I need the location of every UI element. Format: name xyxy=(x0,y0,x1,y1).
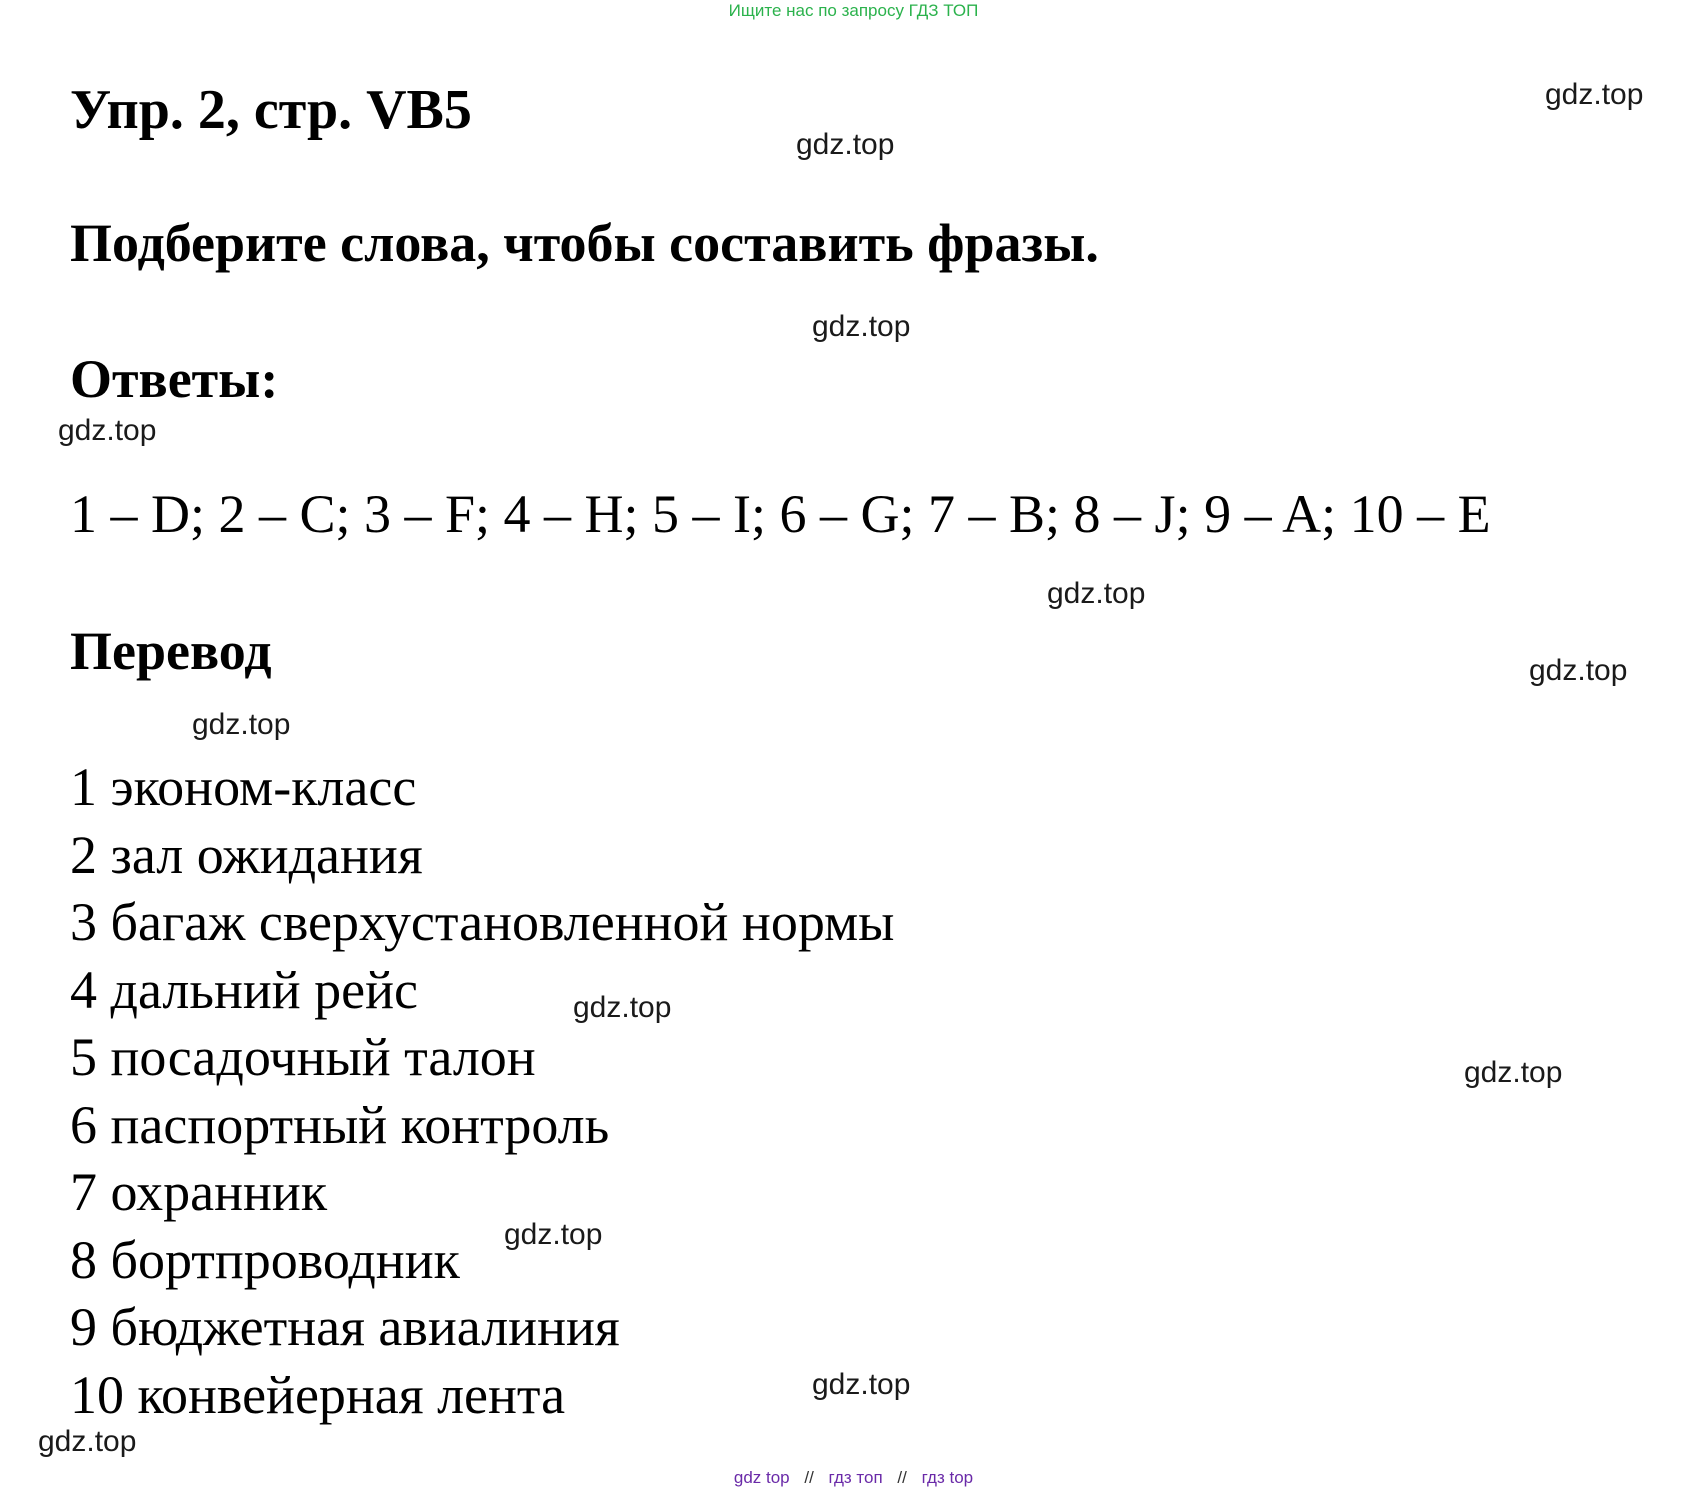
translation-item: 5 посадочный талон xyxy=(70,1027,536,1087)
watermark: gdz.top xyxy=(38,1425,137,1458)
answers-line: 1 – D; 2 – C; 3 – F; 4 – H; 5 – I; 6 – G; 7 – B; 8 – J; 9 – A; 10 – E xyxy=(70,484,1491,544)
footer-link[interactable]: gdz top xyxy=(733,1468,790,1487)
watermark: gdz.top xyxy=(573,991,672,1024)
watermark: gdz.top xyxy=(1047,577,1146,610)
page-title: Упр. 2, стр. VB5 xyxy=(70,79,472,141)
watermark: gdz.top xyxy=(796,128,895,161)
watermark: gdz.top xyxy=(812,1368,911,1401)
answers-heading: Ответы: xyxy=(70,349,279,409)
translation-item: 3 багаж сверхустановленной нормы xyxy=(70,892,895,952)
translation-item: 2 зал ожидания xyxy=(70,824,423,885)
watermark: gdz.top xyxy=(504,1218,603,1251)
translation-item: 6 паспортный контроль xyxy=(70,1094,610,1155)
translation-list xyxy=(70,754,894,1429)
translation-item: 7 охранник xyxy=(70,1162,328,1222)
watermark: gdz.top xyxy=(1545,78,1644,111)
translation-item: 1 эконом-класс xyxy=(70,757,417,817)
top-banner[interactable]: Ищите нас по запросу ГДЗ ТОП xyxy=(728,1,979,20)
watermark: gdz.top xyxy=(1529,654,1628,687)
watermark: gdz.top xyxy=(58,414,157,447)
translation-heading: Перевод xyxy=(70,621,272,681)
watermark: gdz.top xyxy=(1464,1056,1563,1089)
translation-item: 4 дальний рейс xyxy=(70,959,419,1020)
watermark: gdz.top xyxy=(812,310,911,343)
translation-item: 10 конвейерная лента xyxy=(70,1364,566,1425)
footer-separator: // xyxy=(897,1468,907,1487)
footer-separator: // xyxy=(804,1468,814,1487)
translation-item: 8 бортпроводник xyxy=(70,1229,460,1290)
footer-links xyxy=(0,1468,1707,1488)
task-heading: Подберите слова, чтобы составить фразы. xyxy=(70,213,1099,273)
translation-item: 9 бюджетная авиалиния xyxy=(70,1297,620,1357)
watermark: gdz.top xyxy=(192,708,291,741)
footer-link[interactable]: гдз top xyxy=(921,1468,974,1487)
footer-link[interactable]: гдз топ xyxy=(828,1468,883,1487)
